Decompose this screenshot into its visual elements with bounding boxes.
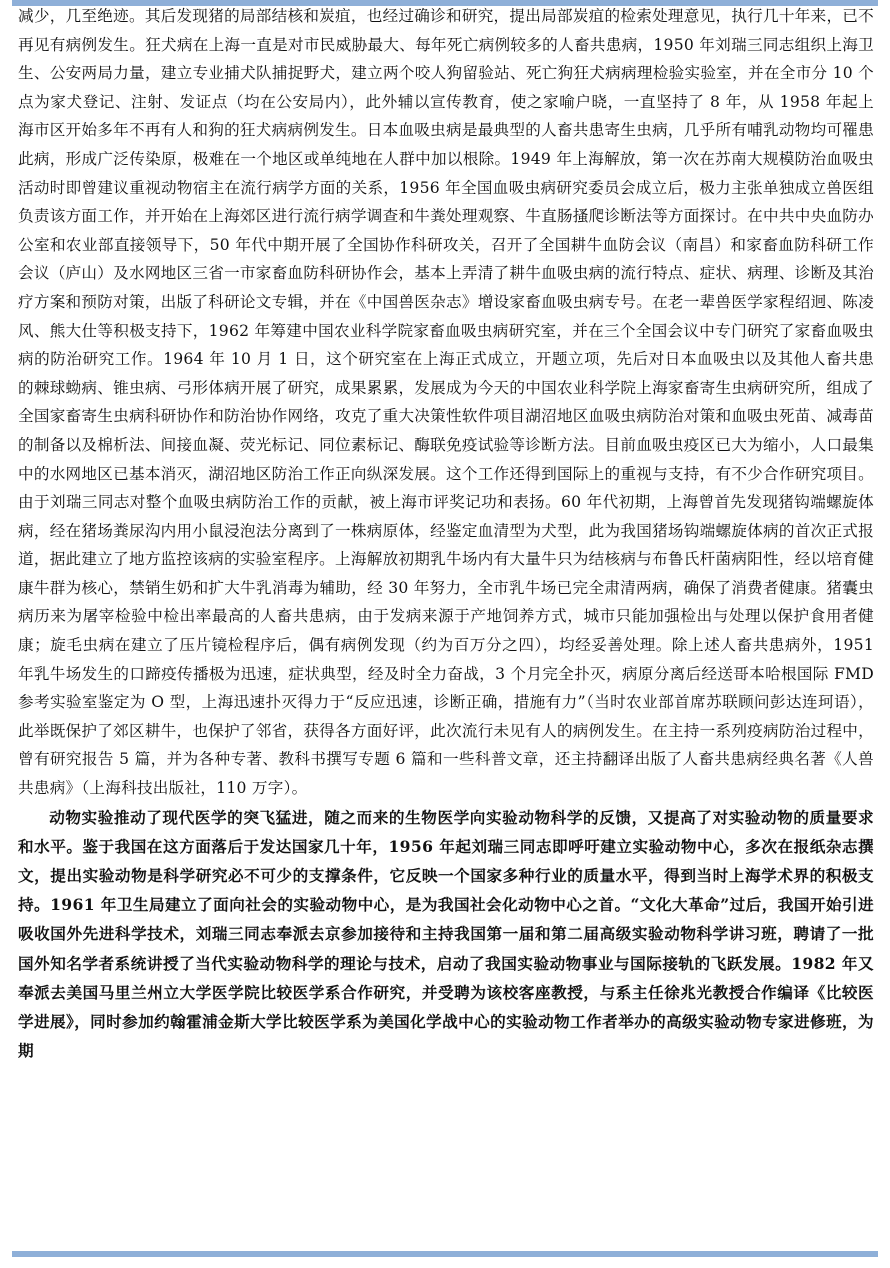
paragraph-2: 动物实验推动了现代医学的突飞猛进，随之而来的生物医学向实验动物科学的反馈，又提高了对实验动物的质量要求和水平。鉴于我国在这方面落后于发达国家几十年，1956 年起刘瑞三同志即呼吁建立实验动物中心，多次在报纸杂志撰文，提出实验动物是科学研究必不可少的支撑条件，它反映一个国家多种行业的质量水平，得到当时上海学术界的积极支持。1961 年卫生局建立了面向社会的实验动物中心，是为我国社会化动物中心之首。“文化大革命”过后，我国开始引进吸收国外先进科学技术，刘瑞三同志奉派去京参加接待和主持我国第一届和第二届高级实验动物科学讲习班，聘请了一批国外知名学者系统讲授了当代实验动物科学的理论与技术，启动了我国实验动物事业与国际接轨的飞跃发展。1982 年又奉派去美国马里兰州立大学医学院比较医学系合作研究，并受聘为该校客座教授，与系主任徐兆光教授合作编译《比较医学进展》，同时参加约翰霍浦金斯大学比较医学系为美国化学战中心的实验动物工作者举办的高级实验动物专家进修班，为期 — [18, 807, 874, 1061]
page-body — [18, 2, 874, 1065]
bottom-rule — [12, 1251, 878, 1257]
paragraph-1: 减少，几至绝迹。其后发现猪的局部结核和炭疽，也经过确诊和研究，提出局部炭疽的检索处理意见，执行几十年来，已不再见有病例发生。狂犬病在上海一直是对市民威胁最大、每年死亡病例较多的人畜共患病，1950 年刘瑞三同志组织上海卫生、公安两局力量，建立专业捕犬队捕捉野犬，建立两个咬人狗留验站、死亡狗狂犬病病理检验实验室，并在全市分 10 个点为家犬登记、注射、发证点（均在公安局内），此外辅以宣传教育，使之家喻户晓，一直坚持了 8 年，从 1958 年起上海市区开始多年不再有人和狗的狂犬病病例发生。日本血吸虫病是最典型的人畜共患寄生虫病，几乎所有哺乳动物均可罹患此病，形成广泛传染原，极难在一个地区或单纯地在人群中加以根除。1949 年上海解放，第一次在苏南大规模防治血吸虫活动时即曾建议重视动物宿主在流行病学方面的关系，1956 年全国血吸虫病研究委员会成立后，极力主张单独成立兽医组负责该方面工作，并开始在上海郊区进行流行病学调查和牛粪处理观察、牛直肠搔爬诊断法等方面探讨。在中共中央血防办公室和农业部直接领导下，50 年代中期开展了全国协作科研攻关，召开了全国耕牛血防会议（南昌）和家畜血防科研工作会议（庐山）及水网地区三省一市家畜血防科研协作会，基本上弄清了耕牛血吸虫病的流行特点、症状、病理、诊断及其治疗方案和预防对策，出版了科研论文专辑，并在《中国兽医杂志》增设家畜血吸虫病专号。在老一辈兽医学家程绍迥、陈凌风、熊大仕等积极支持下，1962 年筹建中国农业科学院家畜血吸虫病研究室，并在三个全国会议中专门研究了家畜血吸虫病的防治研究工作。1964 年 10 月 1 日，这个研究室在上海正式成立，开题立项，先后对日本血吸虫以及其他人畜共患的棘球蚴病、锥虫病、弓形体病开展了研究，成果累累，发展成为今天的中国农业科学院上海家畜寄生虫病研究所，组成了全国家畜寄生虫病科研协作和防治协作网络，攻克了重大决策性软件项目湖沼地区血吸虫病防治对策和血吸虫死苗、减毒苗的制备以及棉析法、间接血凝、荧光标记、同位素标记、酶联免疫试验等诊断方法。目前血吸虫疫区已大为缩小，人口最集中的水网地区已基本消灭，湖沼地区防治工作正向纵深发展。这个工作还得到国际上的重视与支持，有不少合作研究项目。由于刘瑞三同志对整个血吸虫病防治工作的贡献，被上海市评奖记功和表扬。60 年代初期，上海曾首先发现猪钩端螺旋体病，经在猪场粪尿沟内用小鼠浸泡法分离到了一株病原体，经鉴定血清型为犬型，此为我国猪场钩端螺旋体病的首次正式报道，据此建立了地方监控该病的实验室程序。上海解放初期乳牛场内有大量牛只为结核病与布鲁氏杆菌病阳性，经以培育健康牛群为核心，禁销生奶和扩大牛乳消毒为辅助，经 30 年努力，全市乳牛场已完全肃清两病，确保了消费者健康。猪囊虫病历来为屠宰检验中检出率最高的人畜共患病，由于发病来源于产地饲养方式，城市只能加强检出与处理以保护食用者健康；旋毛虫病在建立了压片镜检程序后，偶有病例发现（约为百万分之四），均经妥善处理。除上述人畜共患病外，1951 年乳牛场发生的口蹄疫传播极为迅速，症状典型，经及时全力奋战，3 个月完全扑灭，病原分离后经送哥本哈根国际 FMD 参考实验室鉴定为 O 型，上海迅速扑灭得力于“反应迅速，诊断正确，措施有力”（当时农业部首席苏联顾问彭达连珂语），此举既保护了郊区耕牛，也保护了邻省，获得各方面好评，此次流行未见有人的病例发生。在主持一系列疫病防治过程中，曾有研究报告 5 篇，并为各种专著、教科书撰写专题 6 篇和一些科普文章，还主持翻译出版了人畜共患病经典名著《人兽共患病》（上海科技出版社，110 万字）。 — [18, 7, 874, 798]
